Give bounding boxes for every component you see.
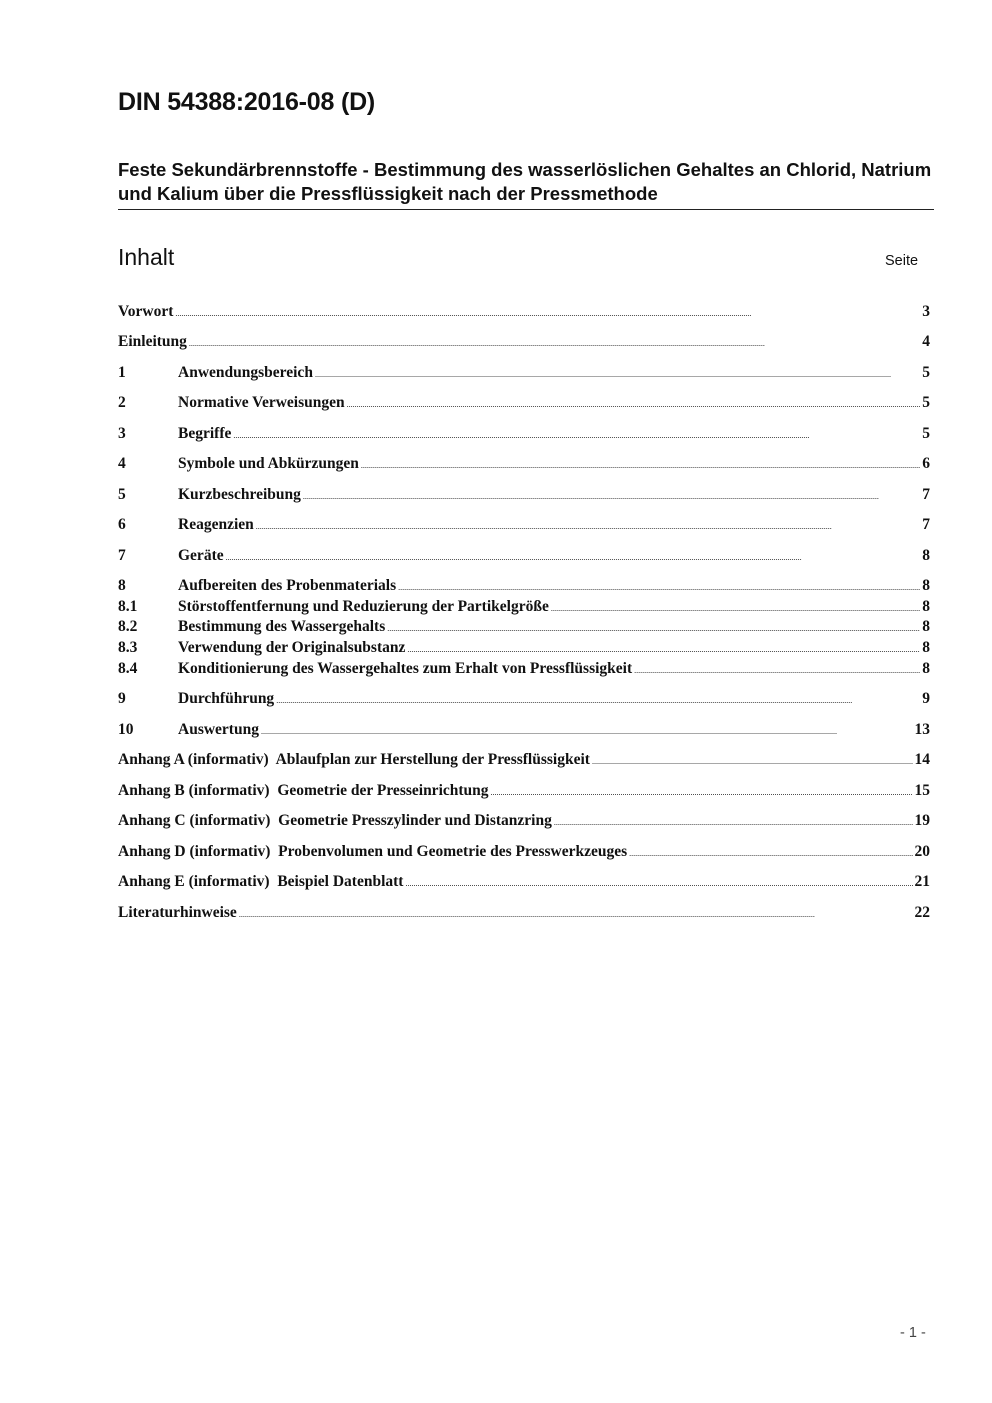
toc-leader <box>551 599 920 619</box>
toc-entry-number: 10 <box>118 721 134 738</box>
toc-entry-text: Anwendungsbereich <box>178 364 313 381</box>
toc-entry-text: Symbole und Abkürzungen <box>178 455 359 472</box>
toc-entry-page: 4 <box>922 333 930 350</box>
toc-leader <box>387 619 920 639</box>
toc-entry-page: 8 <box>922 618 930 635</box>
toc-entry-page: 8 <box>922 660 930 677</box>
toc-entry-page: 7 <box>922 516 930 533</box>
toc-leader <box>175 304 920 324</box>
toc-leader <box>315 365 920 385</box>
toc-entry-page: 3 <box>922 303 930 320</box>
toc-entry-text: Anhang C (informativ) Geometrie Presszylinder und Distanzring <box>118 812 552 829</box>
toc-entry-page: 9 <box>922 690 930 707</box>
toc-entry-page: 13 <box>914 721 930 738</box>
toc-leader <box>261 722 913 742</box>
toc-entry-page: 21 <box>914 873 930 890</box>
toc-entry-number: 6 <box>118 516 126 533</box>
toc-leader <box>398 578 920 598</box>
toc-entry-text: Konditionierung des Wassergehaltes zum Erhalt von Pressflüssigkeit <box>178 660 633 677</box>
toc-entry-anhang-a[interactable] <box>118 750 930 772</box>
toc-entry-number: 1 <box>118 364 126 381</box>
toc-entry-text: Einleitung <box>118 333 187 350</box>
toc-entry-text: Reagenzien <box>178 516 254 533</box>
toc-entry-page: 6 <box>922 455 930 472</box>
toc-entry-8[interactable] <box>118 576 930 598</box>
toc-entry-text: Störstoffentfernung und Reduzierung der Partikelgröße <box>178 598 549 615</box>
toc-entry-8-3[interactable] <box>118 638 930 660</box>
toc-entry-text: Anhang E (informativ) Beispiel Datenblatt <box>118 873 404 890</box>
toc-entry-number: 5 <box>118 486 126 503</box>
toc-entry-number: 8.4 <box>118 660 138 677</box>
toc-entry-page: 7 <box>922 486 930 503</box>
toc-entry-4[interactable] <box>118 454 930 476</box>
toc-entry-literaturhinweise[interactable] <box>118 903 930 925</box>
toc-entry-text: Normative Verweisungen <box>178 394 345 411</box>
toc-entry-anhang-c[interactable] <box>118 811 930 833</box>
toc-entry-9[interactable] <box>118 689 930 711</box>
toc-entry-text: Anhang D (informativ) Probenvolumen und Geometrie des Presswerkzeuges <box>118 843 628 860</box>
toc-entry-7[interactable] <box>118 546 930 568</box>
toc-entry-text: Anhang B (informativ) Geometrie der Presseinrichtung <box>118 782 489 799</box>
toc-entry-page: 22 <box>914 904 930 921</box>
toc-entry-number: 8.1 <box>118 598 138 615</box>
toc-leader <box>592 752 913 772</box>
toc-entry-page: 5 <box>922 425 930 442</box>
toc-leader <box>303 487 920 507</box>
toc-entry-page: 8 <box>922 547 930 564</box>
toc-leader <box>361 456 920 476</box>
toc-entry-1[interactable] <box>118 363 930 385</box>
toc-entry-number: 3 <box>118 425 126 442</box>
toc-entry-page: 19 <box>914 812 930 829</box>
toc-entry-text: Kurzbeschreibung <box>178 486 301 503</box>
toc-heading: Inhalt <box>118 244 175 270</box>
toc-entry-anhang-b[interactable] <box>118 781 930 803</box>
toc-leader <box>189 334 920 354</box>
document-title: DIN 54388:2016-08 (D) <box>118 88 376 116</box>
toc-entry-text: Anhang A (informativ) Ablaufplan zur Herstellung der Pressflüssigkeit <box>118 751 590 768</box>
toc-leader <box>276 691 920 711</box>
toc-entry-page: 5 <box>922 364 930 381</box>
toc-entry-2[interactable] <box>118 393 930 415</box>
toc-leader <box>347 395 921 415</box>
toc-entry-number: 9 <box>118 690 126 707</box>
page-number: - 1 - <box>900 1325 926 1341</box>
toc-entry-5[interactable] <box>118 485 930 507</box>
toc-entry-number: 8 <box>118 577 126 594</box>
toc-entry-6[interactable] <box>118 515 930 537</box>
toc-leader <box>239 905 913 925</box>
toc-leader <box>554 813 913 833</box>
toc-leader <box>233 426 920 446</box>
toc-entry-text: Durchführung <box>178 690 275 707</box>
toc-entry-page: 8 <box>922 639 930 656</box>
toc-entry-text: Bestimmung des Wassergehalts <box>178 618 386 635</box>
toc-entry-page: 14 <box>914 751 930 768</box>
toc-entry-vorwort[interactable] <box>118 302 930 324</box>
toc-entry-8-1[interactable] <box>118 597 930 619</box>
toc-entry-page: 20 <box>914 843 930 860</box>
toc-entry-page: 5 <box>922 394 930 411</box>
toc-leader <box>407 640 920 660</box>
toc-entry-text: Verwendung der Originalsubstanz <box>178 639 406 656</box>
toc-entry-number: 2 <box>118 394 126 411</box>
toc-entry-text: Geräte <box>178 547 224 564</box>
toc-entry-page: 15 <box>914 782 930 799</box>
toc-leader <box>634 661 920 681</box>
toc-entry-text: Auswertung <box>178 721 259 738</box>
toc-entry-anhang-e[interactable] <box>118 872 930 894</box>
toc-entry-page: 8 <box>922 577 930 594</box>
toc-entry-page: 8 <box>922 598 930 615</box>
toc-entry-8-2[interactable] <box>118 617 930 639</box>
toc-entry-einleitung[interactable] <box>118 332 930 354</box>
toc-entry-text: Aufbereiten des Probenmaterials <box>178 577 397 594</box>
toc-page-column-label: Seite <box>885 253 919 269</box>
toc-leader <box>491 783 913 803</box>
toc-entry-10[interactable] <box>118 720 930 742</box>
toc-entry-number: 8.2 <box>118 618 138 635</box>
toc-entry-8-4[interactable] <box>118 659 930 681</box>
document-subtitle: Feste Sekundärbrennstoffe - Bestimmung des wasserlöslichen Gehaltes an Chlorid, Natrium und Kalium über die Pressflüssigkeit nach der Pressmethode <box>118 158 934 210</box>
toc-entry-text: Literaturhinweise <box>118 904 237 921</box>
toc-entry-number: 4 <box>118 455 126 472</box>
toc-entry-text: Begriffe <box>178 425 232 442</box>
toc-leader <box>629 844 912 864</box>
toc-leader <box>256 517 920 537</box>
toc-leader <box>226 548 921 568</box>
toc-entry-anhang-d[interactable] <box>118 842 930 864</box>
toc-entry-text: Vorwort <box>118 303 174 320</box>
toc-entry-3[interactable] <box>118 424 930 446</box>
toc-entry-number: 7 <box>118 547 126 564</box>
toc-leader <box>405 874 912 894</box>
toc-entry-number: 8.3 <box>118 639 138 656</box>
